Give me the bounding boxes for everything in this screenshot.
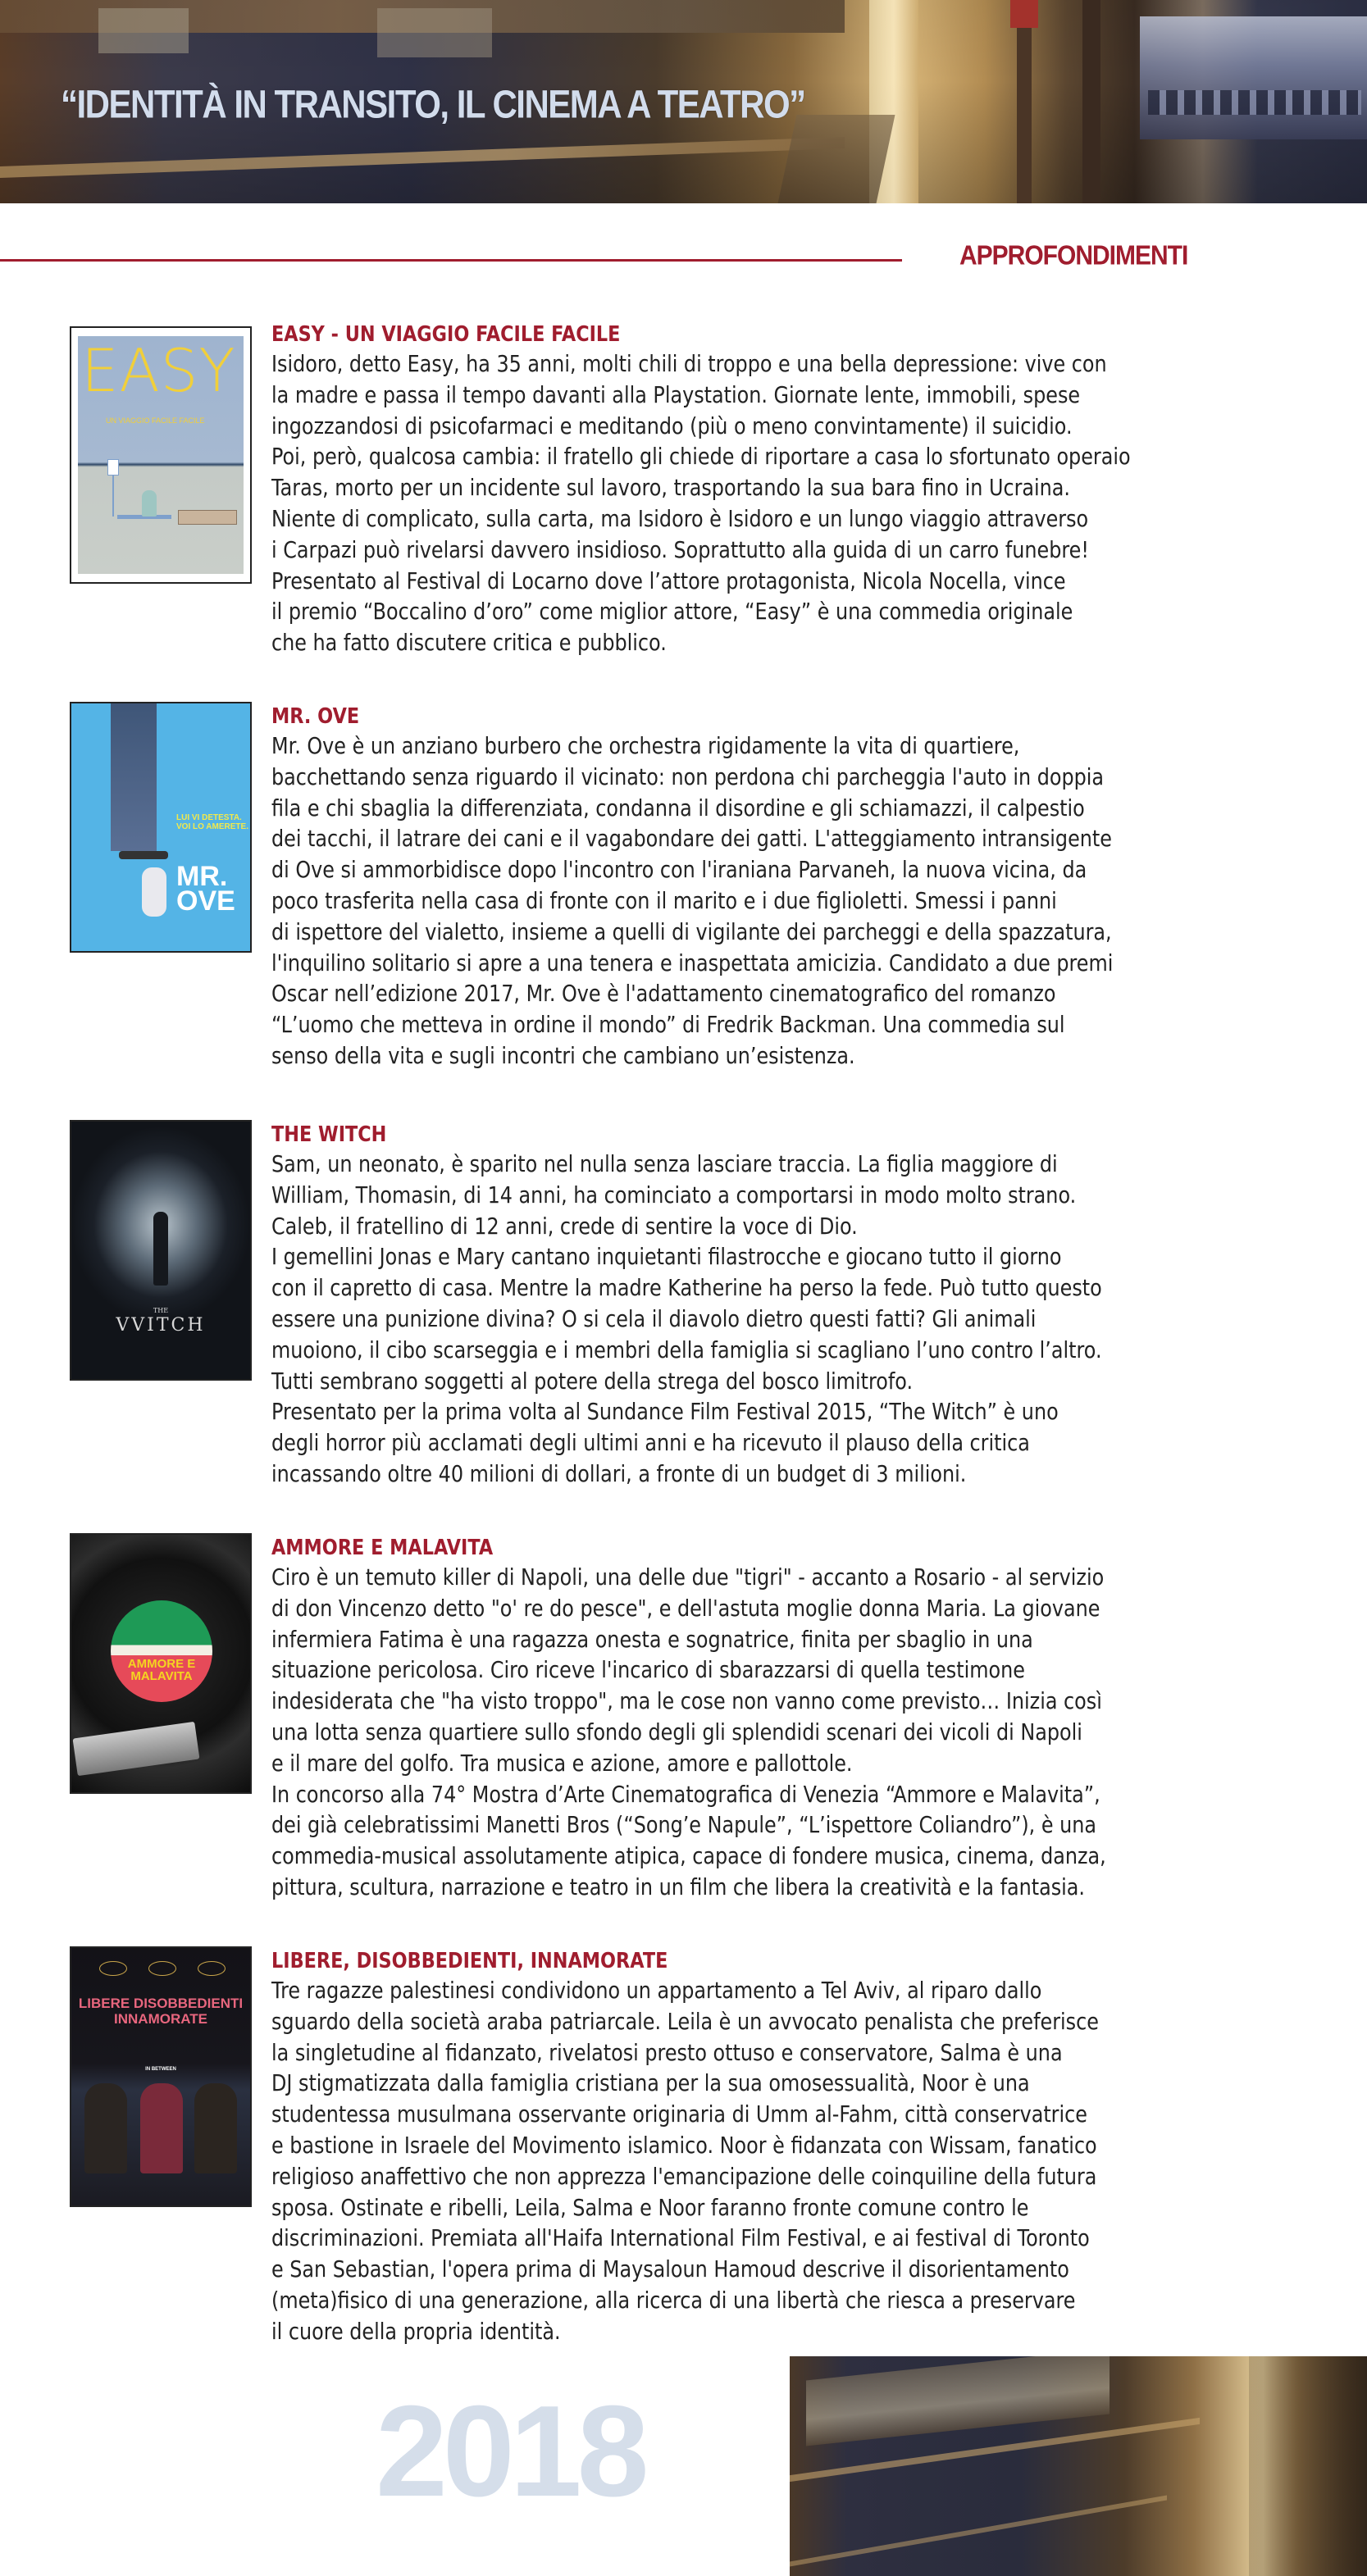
description-line: e bastione in Israele del Movimento islamico. Noor è fidanzata con Wissam, fanatico (271, 2132, 1097, 2159)
footer-train-photo (790, 2356, 1367, 2576)
description-line: dei tacchi, il latrare dei cani e il vagabondare dei gatti. L'atteggiamento intransigente (271, 826, 1112, 853)
description-line: situazione pericolosa. Ciro riceve l'incarico di sbarazzarsi di quella testimone (271, 1657, 1025, 1684)
film-title: AMMORE E MALAVITA (271, 1536, 494, 1560)
description-line: bacchettando senza riguardo il vicinato: non perdona chi parcheggia l'auto in doppia (271, 763, 1105, 790)
description-line: Niente di complicato, sulla carta, ma Isidoro è Isidoro e un lungo viaggio attraverso (271, 505, 1089, 532)
poster-subtitle: UN VIAGGIO FACILE FACILE (106, 416, 205, 425)
description-line: (meta)fisico di una generazione, alla ricerca di una libertà che riesca a preservare (271, 2287, 1076, 2314)
description-line: I gemellini Jonas e Mary cantano inquietanti filastrocche e giocano tutto il giorno (271, 1244, 1062, 1271)
description-line: Ciro è un temuto killer di Napoli, una delle due "tigri" - accanto a Rosario - al servizio (271, 1564, 1105, 1591)
description-line: Presentato al Festival di Locarno dove l’attore protagonista, Nicola Nocella, vince (271, 567, 1066, 594)
poster-headline: MR. OVE (176, 861, 235, 917)
description-line: di ispettore del vialetto, insieme a quelli di vigilante dei parcheggi e della spazzatura, (271, 918, 1112, 945)
description-line: e San Sebastian, l'opera prima di Maysaloun Hamoud descrive il disorientamento (271, 2256, 1069, 2283)
description-line: con il capretto di casa. Mentre la madre Katherine ha perso la fede. Può tutto questo (271, 1275, 1102, 1302)
film-title: MR. OVE (271, 704, 360, 729)
description-line: Sam, un neonato, è sparito nel nulla senza lasciare traccia. La figlia maggiore di (271, 1151, 1058, 1177)
film-description (271, 1976, 1296, 2348)
description-line: e il mare del golfo. Tra musica e azione, amore e pallottole. (271, 1750, 853, 1777)
description-line: Oscar nell’edizione 2017, Mr. Ove è l'adattamento cinematografico del romanzo (271, 981, 1056, 1008)
description-line: Poi, però, qualcosa cambia: il fratello gli chiede di riportare a casa lo sfortunato operaio (271, 444, 1131, 471)
film-poster-mr-ove (70, 702, 252, 953)
description-line: studentessa musulmana osservante originaria di Umm al-Fahm, città conservatrice (271, 2101, 1087, 2128)
description-line: l'inquilino solitario si apre a una tenera e inaspettata amicizia. Candidato a due premi (271, 949, 1114, 976)
poster-headline: LIBERE DISOBBEDIENTI INNAMORATE (78, 1996, 244, 2027)
description-line: William, Thomasin, di 14 anni, ha cominciato a comportarsi in modo molto strano. (271, 1181, 1077, 1208)
description-line: senso della vita e sugli incontri che cambiano un’esistenza. (271, 1042, 855, 1069)
poster-subtitle: IN BETWEEN (145, 2067, 176, 2072)
description-line: i Carpazi può rivelarsi davvero insidioso. Soprattutto alla guida di un carro funebre! (271, 536, 1089, 563)
film-title: LIBERE, DISOBBEDIENTI, INNAMORATE (271, 1949, 668, 1973)
poster-headline: EASY (81, 336, 236, 405)
poster-headline: AMMORE E MALAVITA (127, 1657, 196, 1683)
film-description (271, 1149, 1296, 1491)
description-line: una lotta senza quartiere sullo sfondo degli gli splendidi scenari dei vicoli di Napoli (271, 1718, 1082, 1745)
description-line: il premio “Boccalino d’oro” come miglior attore, “Easy” è una commedia originale (271, 598, 1073, 626)
description-line: discriminazioni. Premiata all'Haifa International Film Festival, e ai festival di Toronto (271, 2225, 1090, 2252)
description-line: poco trasferita nella casa di fronte con il marito e i due figlioletti. Smessi i panni (271, 887, 1057, 914)
description-line: pittura, scultura, narrazione e teatro in un film che libera la creatività e la fantasia. (271, 1873, 1086, 1900)
description-line: sguardo della società araba patriarcale. Leila è un avvocato penalista che preferisce (271, 2008, 1099, 2035)
film-poster-easy (70, 326, 252, 584)
description-line: Isidoro, detto Easy, ha 35 anni, molti chili di troppo e una bella depressione: vive con (271, 351, 1107, 377)
film-poster-ammore-e-malavita (70, 1533, 252, 1794)
description-line: Presentato per la prima volta al Sundance Film Festival 2015, “The Witch” è uno (271, 1399, 1059, 1426)
description-line: commedia-musical assolutamente atipica, capace di fondere musica, cinema, danza, (271, 1843, 1106, 1870)
description-line: In concorso alla 74° Mostra d’Arte Cinematografica di Venezia “Ammore e Malavita”, (271, 1781, 1100, 1808)
description-line: ingozzandosi di psicofarmaci e meditando (più o meno convintamente) il suicidio. (271, 412, 1073, 439)
description-line: muoiono, il cibo scarseggia e i membri della famiglia si scagliano l’uno contro l’altro. (271, 1336, 1102, 1363)
description-line: Tre ragazze palestinesi condividono un appartamento a Tel Aviv, al riparo dallo (271, 1978, 1042, 2004)
poster-headline-small: THE (153, 1307, 169, 1314)
description-line: dei già celebratissimi Manetti Bros (“Song’e Napule”, “L’ispettore Coliandro”), è una (271, 1812, 1097, 1839)
film-poster-the-witch (70, 1120, 252, 1381)
description-line: degli horror più acclamati degli ultimi anni e ha ricevuto il plauso della critica (271, 1430, 1030, 1457)
description-line: fila e chi sbaglia la differenziata, condanna il disordine e gli schiamazzi, il calpestio (271, 794, 1085, 821)
description-line: Mr. Ove è un anziano burbero che orchestra rigidamente la vita di quartiere, (271, 733, 1020, 759)
description-line: “L’uomo che metteva in ordine il mondo” di Fredrik Backman. Una commedia sul (271, 1012, 1065, 1039)
description-line: di Ove si ammorbidisce dopo l'incontro con l'iraniana Parvaneh, la nuova vicina, da (271, 857, 1087, 884)
description-line: DJ stigmatizzata dalla famiglia cristiana per la sua omosessualità, Noor è una (271, 2070, 1030, 2097)
section-heading: APPROFONDIMENTI (959, 241, 1188, 271)
description-line: infermiera Fatima è una ragazza onesta e sognatrice, finita per sbaglio in una (271, 1626, 1033, 1653)
page-title: “IDENTITÀ IN TRANSITO, IL CINEMA A TEATRO” (61, 82, 805, 127)
film-description (271, 349, 1296, 659)
description-line: religioso anaffettivo che non apprezza l'emancipazione delle coinquiline della futura (271, 2163, 1097, 2190)
section-divider (0, 259, 902, 262)
footer-year: 2018 (376, 2379, 645, 2524)
description-line: di don Vincenzo detto "o' re do pesce", e dell'astuta moglie donna Maria. La giovane (271, 1595, 1100, 1622)
description-line: essere una punizione divina? O si cela il diavolo dietro questi fatti? Gli animali (271, 1305, 1037, 1332)
description-line: sposa. Ostinate e ribelli, Leila, Salma e Noor faranno fronte comune contro le (271, 2194, 1029, 2221)
film-title: THE WITCH (271, 1122, 387, 1147)
film-description (271, 731, 1296, 1072)
description-line: la singletudine al fidanzato, rivelatosi presto ottuso e conservatore, Salma è una (271, 2039, 1063, 2066)
poster-headline: VVITCH (116, 1315, 206, 1336)
description-line: la madre e passa il tempo davanti alla Playstation. Giornate lente, immobili, spese (271, 381, 1081, 408)
description-line: indesiderata che "ha visto troppo", ma le cose non vanno come previsto… Inizia così (271, 1688, 1102, 1715)
description-line: incassando oltre 40 milioni di dollari, a fronte di un budget di 3 milioni. (271, 1460, 967, 1487)
description-line: Tutti sembrano soggetti al potere della strega del bosco limitrofo. (271, 1368, 914, 1395)
description-line: Caleb, il fratellino di 12 anni, crede di sentire la voce di Dio. (271, 1213, 858, 1240)
poster-tagline: LUI VI DETESTA. VOI LO AMERETE. (176, 813, 248, 831)
header-banner-photo (0, 0, 1367, 203)
description-line: il cuore della propria identità. (271, 2318, 561, 2345)
film-poster-libere (70, 1946, 252, 2207)
description-line: che ha fatto discutere critica e pubblico. (271, 630, 667, 657)
film-description (271, 1563, 1296, 1904)
film-title: EASY - UN VIAGGIO FACILE FACILE (271, 322, 621, 347)
description-line: Taras, morto per un incidente sul lavoro, trasportando la sua bara fino in Ucraina. (271, 475, 1070, 502)
